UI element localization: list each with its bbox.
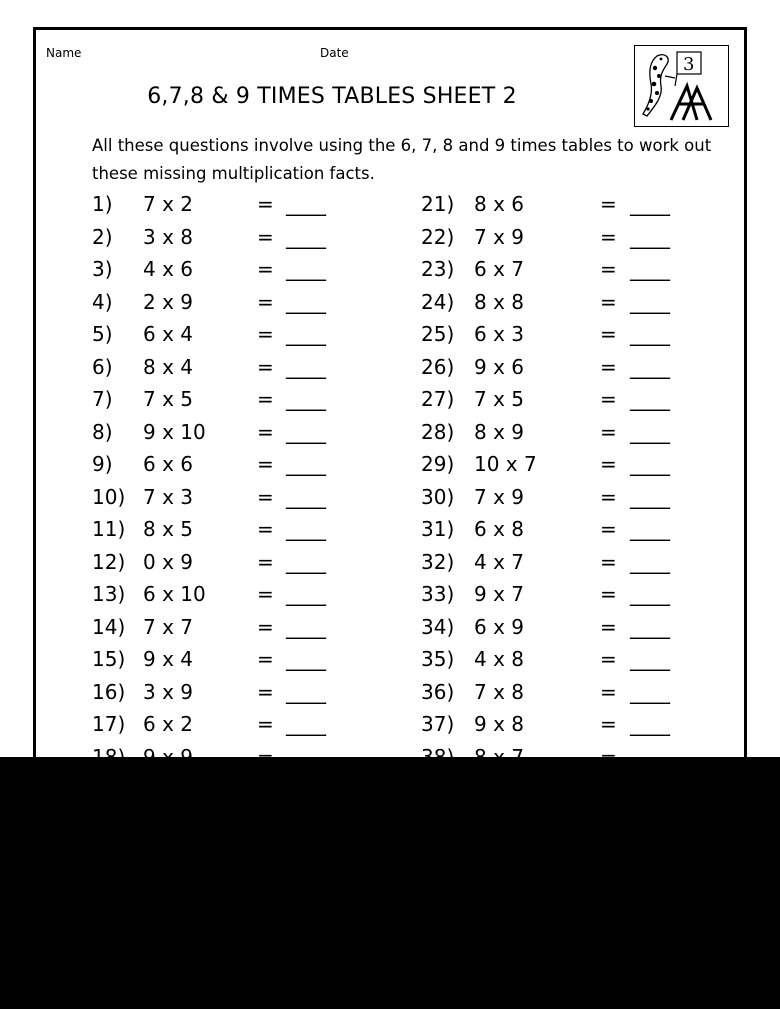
question-expression: 6 x 9 (474, 614, 524, 639)
question-expression: 7 x 5 (474, 387, 524, 411)
equals-sign: = (257, 322, 274, 346)
question-number: 14) (92, 614, 126, 639)
question-number: 2) (92, 224, 113, 249)
answer-blank[interactable]: ____ (630, 484, 670, 509)
question-expression: 8 x 8 (474, 289, 524, 314)
equals-sign: = (257, 549, 274, 574)
logo (634, 45, 729, 127)
question-number: 13) (92, 582, 126, 606)
answer-blank[interactable]: ____ (286, 582, 326, 606)
answer-blank[interactable]: ____ (630, 192, 670, 216)
equals-sign: = (257, 289, 274, 314)
answer-blank[interactable]: ____ (286, 614, 326, 639)
equals-sign: = (257, 224, 274, 249)
answer-blank[interactable]: ____ (630, 257, 670, 281)
question-expression: 6 x 3 (474, 322, 524, 346)
question-expression: 2 x 9 (143, 289, 193, 314)
answer-blank[interactable]: ____ (286, 354, 326, 379)
question-expression: 6 x 6 (143, 452, 193, 476)
equals-sign: = (257, 517, 274, 541)
date-label: Date (320, 46, 349, 60)
answer-blank[interactable]: ____ (286, 387, 326, 411)
equals-sign: = (257, 354, 274, 379)
question-expression: 6 x 2 (143, 712, 193, 736)
answer-blank[interactable]: ____ (630, 224, 670, 249)
question-number: 8) (92, 419, 113, 444)
equals-sign: = (257, 419, 274, 444)
question-expression: 8 x 9 (474, 419, 524, 444)
answer-blank[interactable]: ____ (286, 419, 326, 444)
question-expression: 9 x 10 (143, 419, 206, 444)
question-expression: 8 x 5 (143, 517, 193, 541)
equals-sign: = (600, 419, 617, 444)
question-expression: 9 x 4 (143, 647, 193, 671)
question-expression: 8 x 6 (474, 192, 524, 216)
question-number: 24) (421, 289, 455, 314)
question-expression: 6 x 7 (474, 257, 524, 281)
dinosaur-logo-icon (635, 46, 727, 125)
question-expression: 7 x 9 (474, 484, 524, 509)
equals-sign: = (600, 712, 617, 736)
equals-sign: = (600, 582, 617, 606)
equals-sign: = (600, 614, 617, 639)
answer-blank[interactable]: ____ (286, 549, 326, 574)
name-label: Name (46, 46, 82, 60)
question-expression: 3 x 8 (143, 224, 193, 249)
question-expression: 9 x 6 (474, 354, 524, 379)
question-number: 33) (421, 582, 455, 606)
question-number: 21) (421, 192, 455, 216)
question-expression: 9 x 8 (474, 712, 524, 736)
question-number: 29) (421, 452, 455, 476)
question-number: 37) (421, 712, 455, 736)
equals-sign: = (257, 647, 274, 671)
answer-blank[interactable]: ____ (630, 387, 670, 411)
question-expression: 9 x 7 (474, 582, 524, 606)
question-expression: 10 x 7 (474, 452, 537, 476)
question-number: 31) (421, 517, 455, 541)
logo-number: 3 (683, 54, 695, 75)
question-number: 22) (421, 224, 455, 249)
question-expression: 4 x 6 (143, 257, 193, 281)
equals-sign: = (600, 452, 617, 476)
equals-sign: = (257, 679, 274, 704)
question-number: 30) (421, 484, 455, 509)
question-number: 12) (92, 549, 126, 574)
question-expression: 6 x 8 (474, 517, 524, 541)
question-number: 7) (92, 387, 113, 411)
question-expression: 6 x 4 (143, 322, 193, 346)
equals-sign: = (257, 582, 274, 606)
question-number: 4) (92, 289, 113, 314)
equals-sign: = (600, 289, 617, 314)
equals-sign: = (600, 679, 617, 704)
answer-blank[interactable]: ____ (286, 289, 326, 314)
question-number: 10) (92, 484, 126, 509)
question-expression: 8 x 4 (143, 354, 193, 379)
question-expression: 7 x 8 (474, 679, 524, 704)
question-expression: 6 x 10 (143, 582, 206, 606)
question-number: 5) (92, 322, 113, 346)
answer-blank[interactable]: ____ (286, 679, 326, 704)
answer-blank[interactable]: ____ (286, 257, 326, 281)
answer-blank[interactable]: ____ (286, 517, 326, 541)
equals-sign: = (257, 452, 274, 476)
equals-sign: = (257, 484, 274, 509)
question-number: 25) (421, 322, 455, 346)
question-expression: 7 x 2 (143, 192, 193, 216)
question-number: 6) (92, 354, 113, 379)
question-expression: 4 x 8 (474, 647, 524, 671)
answer-blank[interactable]: ____ (630, 647, 670, 671)
page-title: 6,7,8 & 9 TIMES TABLES SHEET 2 (147, 84, 517, 109)
question-number: 26) (421, 354, 455, 379)
question-number: 23) (421, 257, 455, 281)
question-number: 11) (92, 517, 126, 541)
equals-sign: = (257, 192, 274, 216)
answer-blank[interactable]: ____ (630, 582, 670, 606)
answer-blank[interactable]: ____ (630, 549, 670, 574)
equals-sign: = (600, 224, 617, 249)
black-overlay (0, 757, 780, 1009)
answer-blank[interactable]: ____ (286, 452, 326, 476)
answer-blank[interactable]: ____ (286, 647, 326, 671)
answer-blank[interactable]: ____ (630, 452, 670, 476)
equals-sign: = (257, 712, 274, 736)
answer-blank[interactable]: ____ (286, 224, 326, 249)
answer-blank[interactable]: ____ (630, 289, 670, 314)
question-number: 28) (421, 419, 455, 444)
question-expression: 4 x 7 (474, 549, 524, 574)
answer-blank[interactable]: ____ (630, 354, 670, 379)
question-expression: 7 x 5 (143, 387, 193, 411)
question-number: 35) (421, 647, 455, 671)
question-number: 16) (92, 679, 126, 704)
equals-sign: = (257, 257, 274, 281)
question-number: 32) (421, 549, 455, 574)
question-number: 9) (92, 452, 113, 476)
equals-sign: = (600, 257, 617, 281)
question-number: 1) (92, 192, 113, 216)
equals-sign: = (600, 387, 617, 411)
answer-blank[interactable]: ____ (630, 712, 670, 736)
question-number: 36) (421, 679, 455, 704)
equals-sign: = (600, 484, 617, 509)
equals-sign: = (600, 549, 617, 574)
equals-sign: = (600, 647, 617, 671)
answer-blank[interactable]: ____ (630, 419, 670, 444)
answer-blank[interactable]: ____ (630, 322, 670, 346)
equals-sign: = (600, 192, 617, 216)
equals-sign: = (600, 517, 617, 541)
question-number: 27) (421, 387, 455, 411)
question-number: 17) (92, 712, 126, 736)
question-expression: 7 x 7 (143, 614, 193, 639)
answer-blank[interactable]: ____ (286, 712, 326, 736)
question-number: 34) (421, 614, 455, 639)
answer-blank[interactable]: ____ (286, 484, 326, 509)
question-expression: 7 x 3 (143, 484, 193, 509)
instructions-text: All these questions involve using the 6, 7, 8 and 9 times tables to work out these missing multiplication facts. (92, 136, 712, 183)
question-expression: 3 x 9 (143, 679, 193, 704)
equals-sign: = (257, 614, 274, 639)
answer-blank[interactable]: ____ (286, 322, 326, 346)
question-number: 3) (92, 257, 113, 281)
answer-blank[interactable]: ____ (286, 192, 326, 216)
equals-sign: = (600, 354, 617, 379)
equals-sign: = (600, 322, 617, 346)
equals-sign: = (257, 387, 274, 411)
answer-blank[interactable]: ____ (630, 679, 670, 704)
question-expression: 0 x 9 (143, 549, 193, 574)
answer-blank[interactable]: ____ (630, 614, 670, 639)
question-expression: 7 x 9 (474, 224, 524, 249)
answer-blank[interactable]: ____ (630, 517, 670, 541)
question-number: 15) (92, 647, 126, 671)
